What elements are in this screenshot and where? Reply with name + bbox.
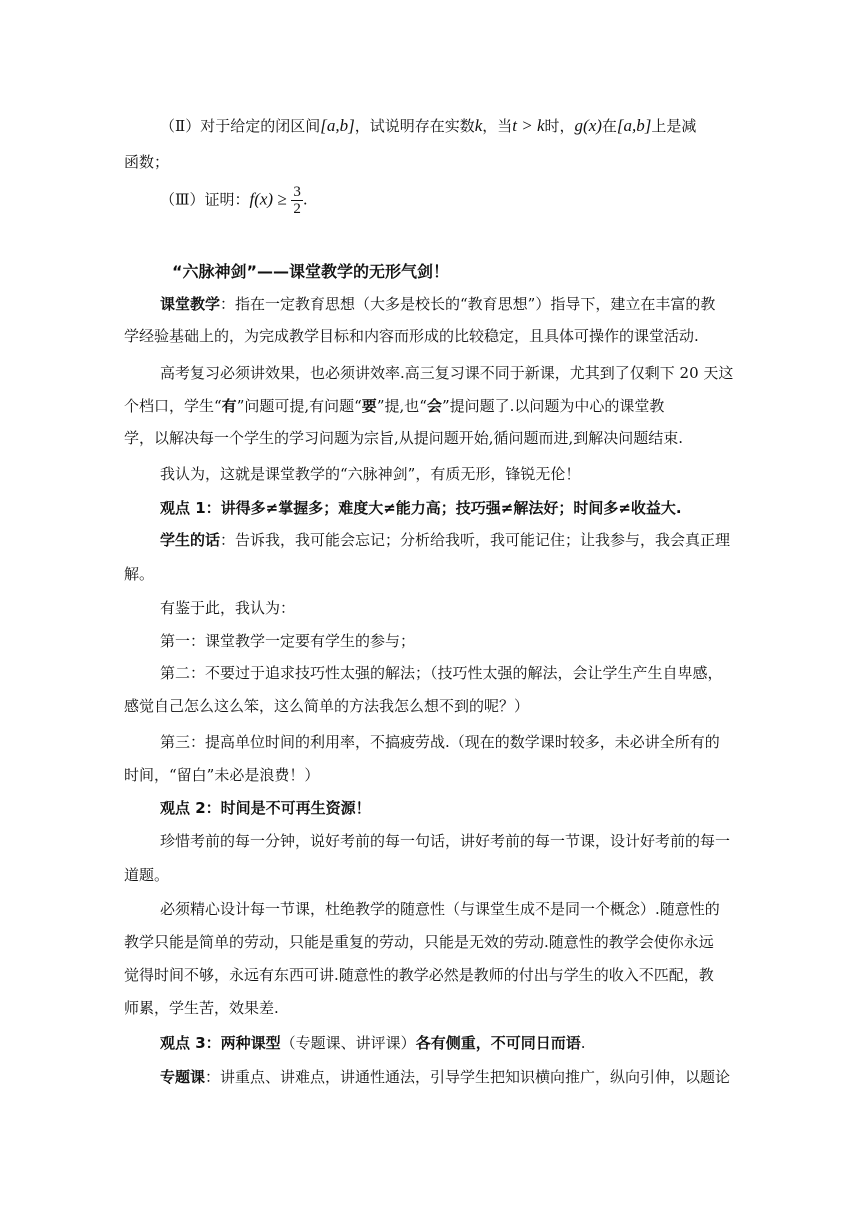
bold-term: 学生的话	[160, 531, 221, 549]
paragraph-line: 道题。	[124, 866, 170, 884]
paragraph-line: 觉得时间不够，永远有东西可讲.随意性的教学必然是教师的付出与学生的收入不匹配，教	[124, 966, 714, 984]
text: ”提问题了.以问题为中心的课堂教	[441, 397, 665, 415]
viewpoint-3	[160, 1032, 585, 1054]
text: ：讲重点、讲难点，讲通性通法，引导学生把知识横向推广，纵向引伸，以题论	[205, 1068, 731, 1086]
text: ”问题可提,有问题“	[236, 397, 362, 415]
math-fx: f(x) ≥	[249, 189, 287, 209]
paragraph-line: 解。	[124, 565, 155, 583]
paragraph-line	[160, 529, 730, 551]
paragraph-line	[160, 1066, 730, 1088]
problem-text: 时，	[544, 117, 575, 135]
text: 个档口，学生“	[124, 397, 222, 415]
paragraph-line: 珍惜考前的每一分钟，说好考前的每一句话，讲好考前的每一节课，设计好考前的每一	[160, 832, 731, 850]
text: .	[580, 1034, 586, 1052]
problem-text: （Ⅱ）对于给定的闭区间	[160, 117, 321, 135]
math-k: k	[474, 116, 483, 135]
text: ：告诉我，我可能会忘记；分析给我听，我可能记住；让我参与，我会真正理	[220, 531, 731, 549]
paragraph-line: 师累，学生苦，效果差.	[124, 999, 279, 1017]
paragraph-line: 第一：课堂教学一定要有学生的参与；	[160, 632, 416, 650]
paragraph-line: 感觉自己怎么这么笨，这么简单的方法我怎么想不到的呢？）	[124, 697, 530, 715]
paragraph-line: 我认为，这就是课堂教学的“六脉神剑”，有质无形，锋锐无伦！	[160, 465, 581, 483]
paragraph-line: 学经验基础上的，为完成教学目标和内容而形成的比较稳定，且具体可操作的课堂活动.	[124, 327, 699, 345]
math-interval: [a,b]	[320, 116, 355, 135]
math-inequality: t > k	[512, 116, 545, 135]
bold-term: 会	[426, 397, 442, 415]
paragraph-line: 时间，“留白”未必是浪费！）	[124, 766, 320, 784]
paragraph-line: 有鉴于此，我认为：	[160, 599, 296, 617]
bold-term: 要	[361, 397, 377, 415]
problem-text: 在	[601, 117, 617, 135]
paragraph-line: 学，以解决每一个学生的学习问题为宗旨,从提问题开始,循问题而进,到解决问题结束.	[124, 429, 684, 447]
paragraph-line: 教学只能是简单的劳动，只能是重复的劳动，只能是无效的劳动.随意性的教学会使你永远	[124, 933, 714, 951]
problem-part-2-cont: 函数；	[124, 153, 170, 171]
viewpoint-1: 观点 1：讲得多≠掌握多；难度大≠能力高；技巧强≠解法好；时间多≠收益大.	[160, 499, 682, 517]
viewpoint-2: 观点 2：时间是不可再生资源！	[160, 799, 371, 817]
bold-term: 各有侧重，不可同日而语	[415, 1034, 581, 1052]
paragraph-line: 第二：不要过于追求技巧性太强的解法；（技巧性太强的解法，会让学生产生自卑感，	[160, 664, 723, 682]
bold-term: 观点 3：两种课型	[160, 1034, 281, 1052]
bold-term: 专题课	[160, 1068, 206, 1086]
paragraph-line	[124, 395, 664, 417]
paragraph-line: 高考复习必须讲效果，也必须讲效率.高三复习课不同于新课，尤其到了仅剩下 20 天这	[160, 364, 734, 382]
problem-text: .	[302, 190, 308, 209]
problem-part-2	[160, 115, 696, 137]
problem-text: （Ⅲ）证明：	[160, 190, 250, 209]
text: （专题课、讲评课）	[280, 1034, 416, 1052]
section-title: “六脉神剑”——课堂教学的无形气剑！	[172, 262, 450, 281]
paragraph-line: 必须精心设计每一节课，杜绝教学的随意性（与课堂生成不是同一个概念）.随意性的	[160, 900, 720, 918]
problem-part-3	[160, 184, 308, 217]
text: ”提,也“	[376, 397, 427, 415]
paragraph-line	[160, 293, 715, 315]
bold-term: 课堂教学	[160, 295, 221, 313]
problem-text: ，试说明存在实数	[354, 117, 475, 135]
bold-term: 有	[221, 397, 237, 415]
problem-text: ，当	[482, 117, 513, 135]
fraction-denominator: 2	[293, 201, 301, 217]
paragraph-line: 第三：提高单位时间的利用率，不搞疲劳战.（现在的数学课时较多，未必讲全所有的	[160, 733, 720, 751]
math-gx: g(x)	[574, 116, 602, 135]
problem-text: 上是减	[651, 117, 697, 135]
fraction-numerator: 3	[293, 184, 301, 200]
math-interval: [a,b]	[616, 116, 652, 135]
fraction	[291, 184, 303, 217]
text: ：指在一定教育思想（大多是校长的“教育思想”）指导下，建立在丰富的教	[220, 295, 716, 313]
